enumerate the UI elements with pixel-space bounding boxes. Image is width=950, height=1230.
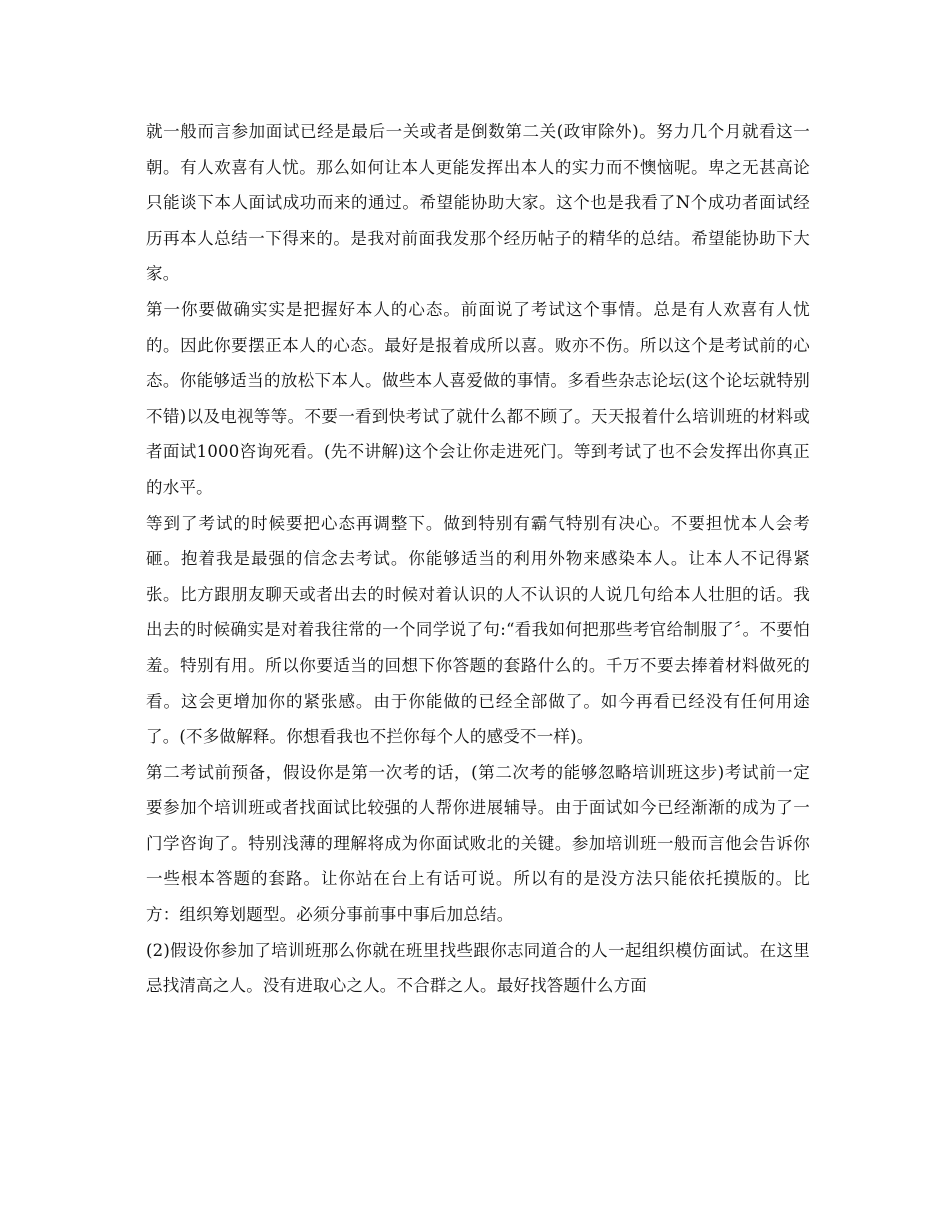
document-body <box>146 114 810 1004</box>
paragraph-3: 等到了考试的时候要把心态再调整下。做到特别有霸气特别有决心。不要担忧本人会考砸。抱着我是最强的信念去考试。你能够适当的利用外物来感染本人。让本人不记得紧张。比方跟朋友聊天或者出去的时候对着认识的人不认识的人说几句给本人壮胆的话。我出去的时候确实是对着我往常的一个同学说了句:“看我如何把那些考官给制服了〞。不要怕羞。特别有用。所以你要适当的回想下你答题的套路什么的。千万不要去捧着材料做死的看。这会更增加你的紧张感。由于你能做的已经全部做了。如今再看已经没有任何用途了。(不多做解释。你想看我也不拦你每个人的感受不一样)。 <box>146 513 810 747</box>
paragraph-4: 第二考试前预备，假设你是第一次考的话，(第二次考的能够忽略培训班这步)考试前一定要参加个培训班或者找面试比较强的人帮你进展辅导。由于面试如今已经渐渐的成为了一门学咨询了。特别浅薄的理解将成为你面试败北的关键。参加培训班一般而言他会告诉你一些根本答题的套路。让你站在台上有话可说。所以有的是没方法只能依托摸版的。比方：组织筹划题型。必须分事前事中事后加总结。 <box>146 762 810 925</box>
paragraph-1: 就一般而言参加面试已经是最后一关或者是倒数第二关(政审除外)。努力几个月就看这一朝。有人欢喜有人忧。那么如何让本人更能发挥出本人的实力而不懊恼呢。卑之无甚高论只能谈下本人面试成功而来的通过。希望能协助大家。这个也是我看了N个成功者面试经历再本人总结一下得来的。是我对前面我发那个经历帖子的精华的总结。希望能协助下大家。 <box>146 122 810 284</box>
paragraph-2: 第一你要做确实实是把握好本人的心态。前面说了考试这个事情。总是有人欢喜有人忧的。因此你要摆正本人的心态。最好是报着成所以喜。败亦不伤。所以这个是考试前的心态。你能够适当的放松下本人。做些本人喜爱做的事情。多看些杂志论坛(这个论坛就特别不错)以及电视等等。不要一看到快考试了就什么都不顾了。天天报着什么培训班的材料或者面试1000咨询死看。(先不讲解)这个会让你走进死门。等到考试了也不会发挥出你真正的水平。 <box>146 299 810 497</box>
paragraph-5: (2)假设你参加了培训班那么你就在班里找些跟你志同道合的人一起组织模仿面试。在这里忌找清高之人。没有进取心之人。不合群之人。最好找答题什么方面 <box>146 940 810 996</box>
